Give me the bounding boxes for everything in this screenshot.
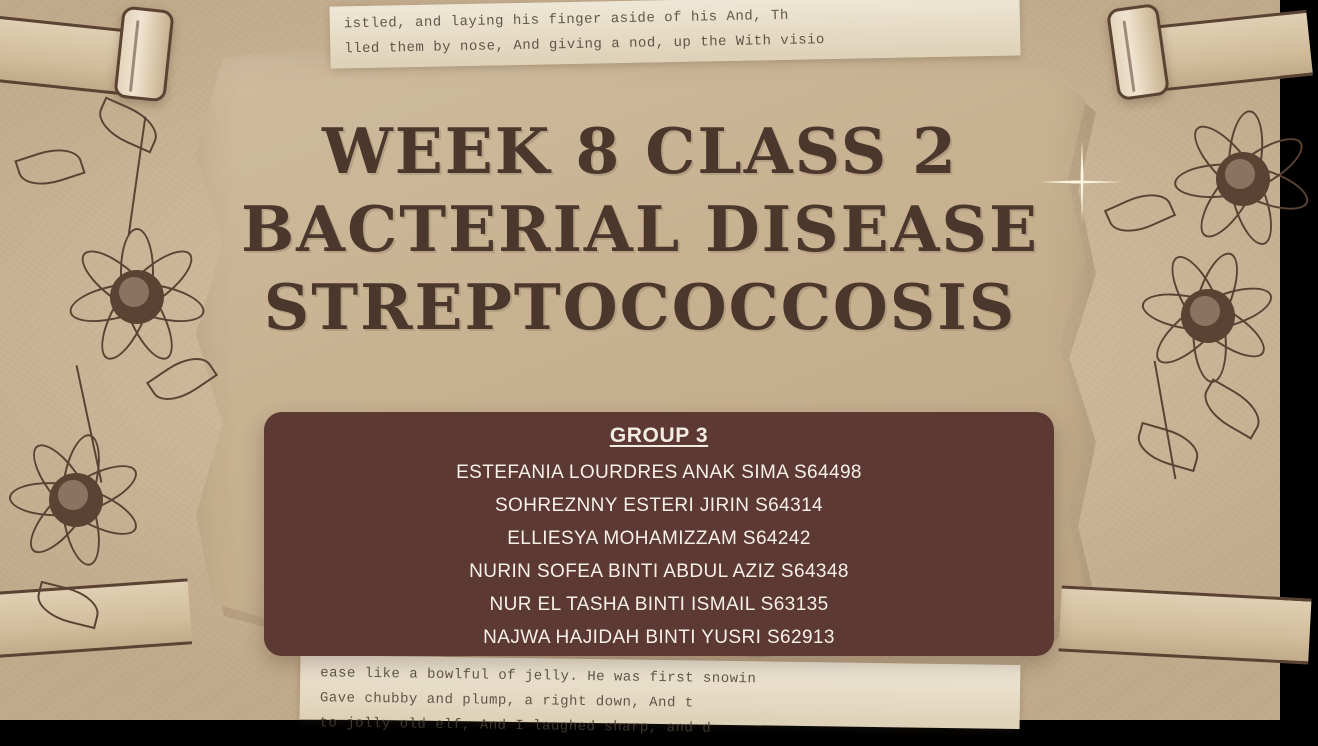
group-members-card — [264, 412, 1054, 656]
page-title — [0, 112, 1280, 346]
list-item: SOHREZNNY ESTERI JIRIN S64314 — [494, 495, 823, 516]
newsprint-bottom-line-3: to jolly old elf, And I laughed sharp, and d — [319, 715, 712, 737]
scroll-roll-left-icon — [113, 6, 174, 103]
newsprint-bottom-line-1: ease like a bowlful of jelly. He was first snowin — [320, 665, 757, 688]
list-item: NURIN SOFEA BINTI ABDUL AZIZ S64348 — [469, 561, 849, 582]
newsprint-bottom-line-2: Gave chubby and plump, a right down, And t — [319, 690, 694, 712]
newsprint-top-line-2: lled them by nose, And giving a nod, up the With visio — [344, 32, 826, 58]
title-line-3: STREPTOCOCCOSIS — [263, 270, 1017, 344]
list-item: ELLIESYA MOHAMIZZAM S64242 — [507, 528, 811, 549]
newsprint-strip-bottom — [300, 655, 1021, 737]
newsprint-top-line-1: istled, and laying his finger aside of his And, Th — [343, 7, 789, 33]
group-label: GROUP 3 — [609, 424, 709, 447]
scroll-band-bottom-right — [1058, 586, 1311, 665]
title-line-1: WEEK 8 CLASS 2 — [322, 114, 958, 188]
list-item: NAJWA HAJIDAH BINTI YUSRI S62913 — [483, 627, 835, 648]
list-item: NUR EL TASHA BINTI ISMAIL S63135 — [489, 594, 829, 615]
list-item: ESTEFANIA LOURDRES ANAK SIMA S64498 — [456, 462, 862, 483]
title-line-2: BACTERIAL DISEASE — [240, 192, 1040, 266]
flower-left-lower — [6, 430, 146, 570]
